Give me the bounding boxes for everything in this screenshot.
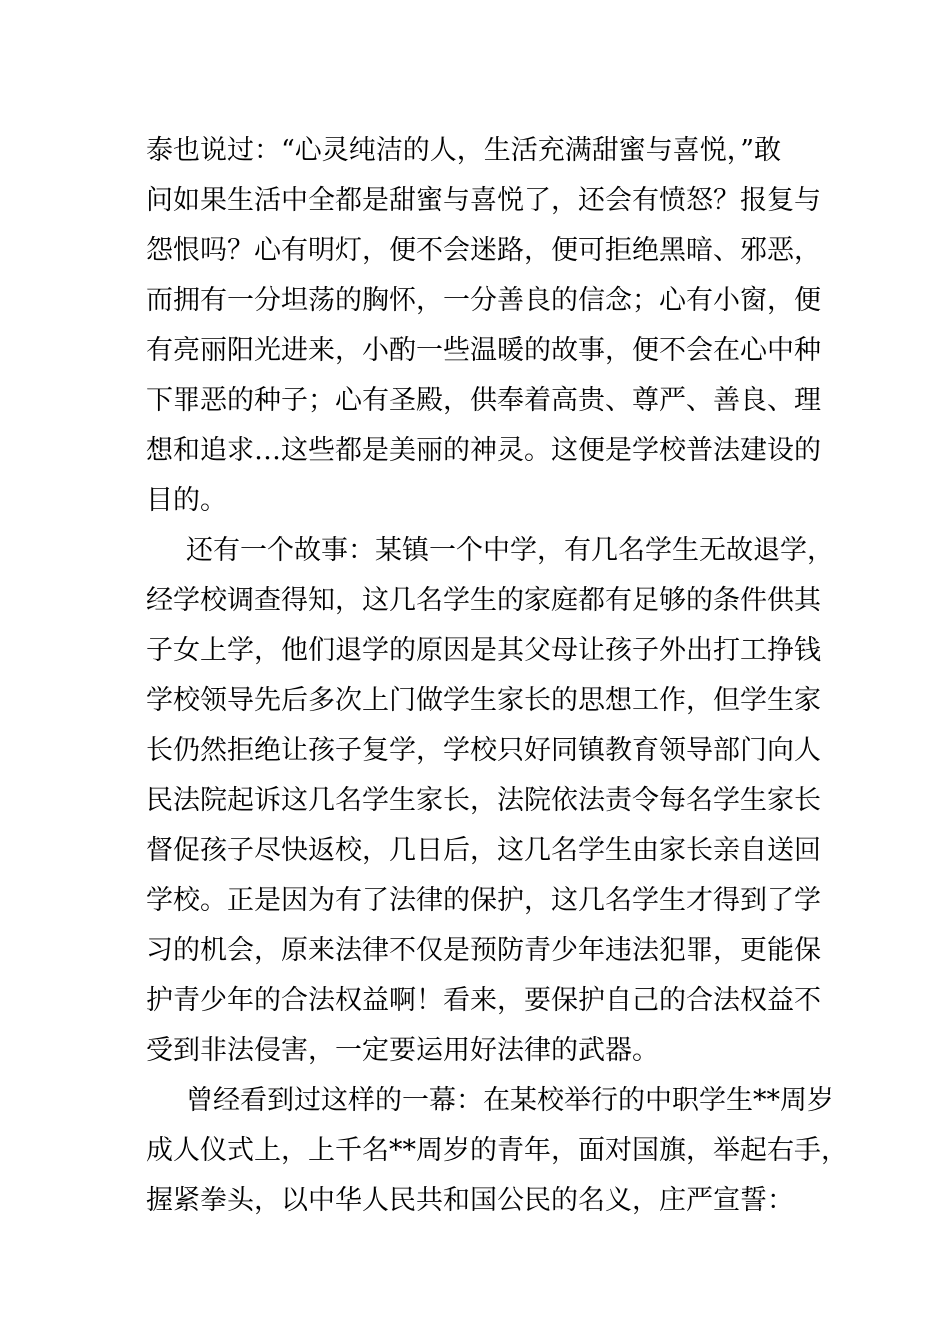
text-line: 而拥有一分坦荡的胸怀，一分善良的信念；心有小窗，便 (146, 285, 821, 316)
text-line: 子女上学，他们退学的原因是其父母让孩子外出打工挣钱 (146, 635, 821, 666)
text-line: 学校。正是因为有了法律的保护，这几名学生才得到了学 (146, 885, 821, 916)
text-line: 学校领导先后多次上门做学生家长的思想工作，但学生家 (146, 685, 821, 716)
text-line: 经学校调查得知，这几名学生的家庭都有足够的条件供其 (146, 585, 821, 616)
text-line: 习的机会，原来法律不仅是预防青少年违法犯罪，更能保 (146, 935, 821, 966)
text-line: 成人仪式上，上千名**周岁的青年，面对国旗，举起右手， (146, 1135, 848, 1166)
text-line: 怨恨吗？心有明灯，便不会迷路，便可拒绝黑暗、邪恶， (146, 235, 821, 266)
text-line: 护青少年的合法权益啊！看来，要保护自己的合法权益不 (146, 985, 821, 1016)
text-line: 握紧拳头，以中华人民共和国公民的名义，庄严宣誓： (146, 1185, 794, 1216)
text-line: 目的。 (146, 485, 227, 516)
text-line: 想和追求…这些都是美丽的神灵。这便是学校普法建设的 (146, 435, 821, 466)
paragraph-first-line: 曾经看到过这样的一幕：在某校举行的中职学生**周岁 (186, 1085, 834, 1116)
text-line: 问如果生活中全都是甜蜜与喜悦了，还会有愤怒？报复与 (146, 185, 821, 216)
text-line: 有亮丽阳光进来，小酌一些温暖的故事，便不会在心中种 (146, 335, 821, 366)
paragraph-first-line: 还有一个故事：某镇一个中学，有几名学生无故退学， (186, 535, 834, 566)
text-line: 受到非法侵害，一定要运用好法律的武器。 (146, 1035, 659, 1066)
text-line: 督促孩子尽快返校，几日后，这几名学生由家长亲自送回 (146, 835, 821, 866)
text-line: 民法院起诉这几名学生家长，法院依法责令每名学生家长 (146, 785, 821, 816)
text-line: 长仍然拒绝让孩子复学，学校只好同镇教育领导部门向人 (146, 735, 821, 766)
text-line: 泰也说过：“心灵纯洁的人，生活充满甜蜜与喜悦，”敢 (146, 135, 782, 166)
text-line: 下罪恶的种子；心有圣殿，供奉着高贵、尊严、善良、理 (146, 385, 821, 416)
